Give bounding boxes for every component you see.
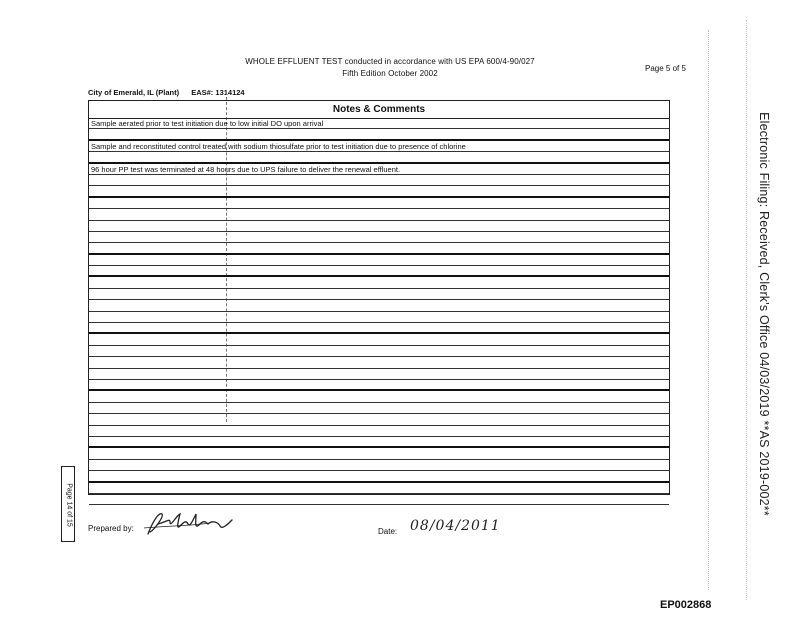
note-row: [89, 255, 669, 266]
note-row: [89, 414, 669, 425]
title-line-2: Fifth Edition October 2002: [342, 69, 438, 78]
margin-line: [708, 30, 709, 590]
note-row: Sample and reconstituted control treated with sodium thiosulfate prior to test initiation due to presence of chlorine: [89, 141, 669, 152]
note-row: [89, 198, 669, 209]
note-row: [89, 300, 669, 311]
notes-table: [88, 100, 670, 495]
page-number: Page 5 of 5: [645, 64, 686, 73]
note-row: [89, 460, 669, 471]
document-title: [200, 56, 580, 80]
note-row: Sample aerated prior to test initiation due to low initial DO upon arrival: [89, 118, 669, 129]
note-row: [89, 448, 669, 459]
note-row: [89, 221, 669, 232]
note-row: [89, 243, 669, 254]
notes-rows: [89, 118, 669, 505]
note-row: [89, 357, 669, 368]
note-row: [89, 152, 669, 163]
date-label: Date:: [378, 527, 398, 536]
client-header: [88, 88, 488, 97]
note-row: [89, 266, 669, 277]
page-stamp-text: Page 14 of 15: [65, 483, 73, 527]
note-row: [89, 426, 669, 437]
note-row: [89, 346, 669, 357]
client-name: City of Emerald, IL (Plant): [88, 88, 180, 97]
eas-number: EAS#: 1314124: [191, 88, 245, 97]
signature: [140, 508, 240, 538]
note-row: [89, 232, 669, 243]
electronic-filing-text: Electronic Filing: Received, Clerk's Office 04/03/2019 **AS 2019-002**: [757, 112, 771, 516]
note-row: [89, 323, 669, 334]
title-line-1: WHOLE EFFLUENT TEST conducted in accordance with US EPA 600/4-90/027: [245, 57, 535, 66]
page-stamp: [61, 466, 75, 542]
note-row: [89, 437, 669, 448]
note-row: [89, 289, 669, 300]
note-row: [89, 483, 669, 494]
note-row: [89, 175, 669, 186]
note-row: [89, 334, 669, 345]
note-row: [89, 380, 669, 391]
note-row: [89, 494, 669, 505]
note-row: [89, 391, 669, 402]
margin-line: [746, 20, 747, 600]
document-id: EP002868: [660, 599, 712, 611]
note-row: 96 hour PP test was terminated at 48 hours due to UPS failure to deliver the renewal effluent.: [89, 164, 669, 175]
notes-heading: Notes & Comments: [89, 101, 669, 119]
prepared-by-label: Prepared by:: [88, 524, 134, 533]
note-row: [89, 471, 669, 482]
note-row: [89, 186, 669, 197]
note-row: [89, 312, 669, 323]
date-value: 08/04/2011: [410, 518, 501, 534]
note-row: [89, 129, 669, 140]
note-row: [89, 369, 669, 380]
note-row: [89, 209, 669, 220]
note-row: [89, 403, 669, 414]
note-row: [89, 277, 669, 288]
